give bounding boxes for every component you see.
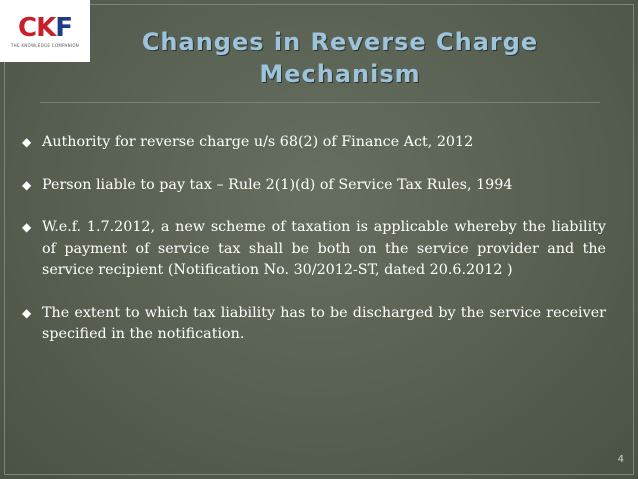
page-number: 4: [617, 454, 624, 465]
logo-tagline: THE KNOWLEDGE COMPANION: [10, 42, 80, 48]
bullet-diamond-icon: ◆: [22, 220, 32, 234]
bullet-diamond-icon: ◆: [22, 135, 32, 149]
logo-mark: [18, 12, 72, 43]
bullet-text: Person liable to pay tax – Rule 2(1)(d) of Service Tax Rules, 1994: [42, 176, 513, 193]
logo-mark-red: CK: [18, 12, 56, 43]
bullet-text: W.e.f. 1.7.2012, a new scheme of taxation is applicable whereby the liability of payment of service tax shall be both on the service provider and the service recipient (Notification No. 30/2012-ST, dated 20.6.2012 ): [42, 219, 606, 278]
slide-title: [110, 26, 570, 90]
logo-mark-blue: F: [55, 12, 72, 43]
bullet-list: [22, 132, 606, 367]
slide-title-line-2: Mechanism: [259, 60, 421, 88]
bullet-diamond-icon: ◆: [22, 305, 32, 320]
company-logo: [0, 0, 90, 62]
slide-title-line-1: Changes in Reverse Charge: [141, 28, 539, 56]
bullet-item: [22, 217, 606, 282]
bullet-diamond-icon: ◆: [22, 177, 32, 192]
bullet-text: Authority for reverse charge u/s 68(2) of Finance Act, 2012: [42, 134, 474, 150]
title-divider: [40, 102, 600, 103]
bullet-item: [22, 132, 606, 154]
bullet-item: [22, 175, 606, 197]
bullet-text: The extent to which tax liability has to be discharged by the service receiver specified in the notification.: [42, 304, 606, 342]
bullet-item: [22, 303, 606, 346]
